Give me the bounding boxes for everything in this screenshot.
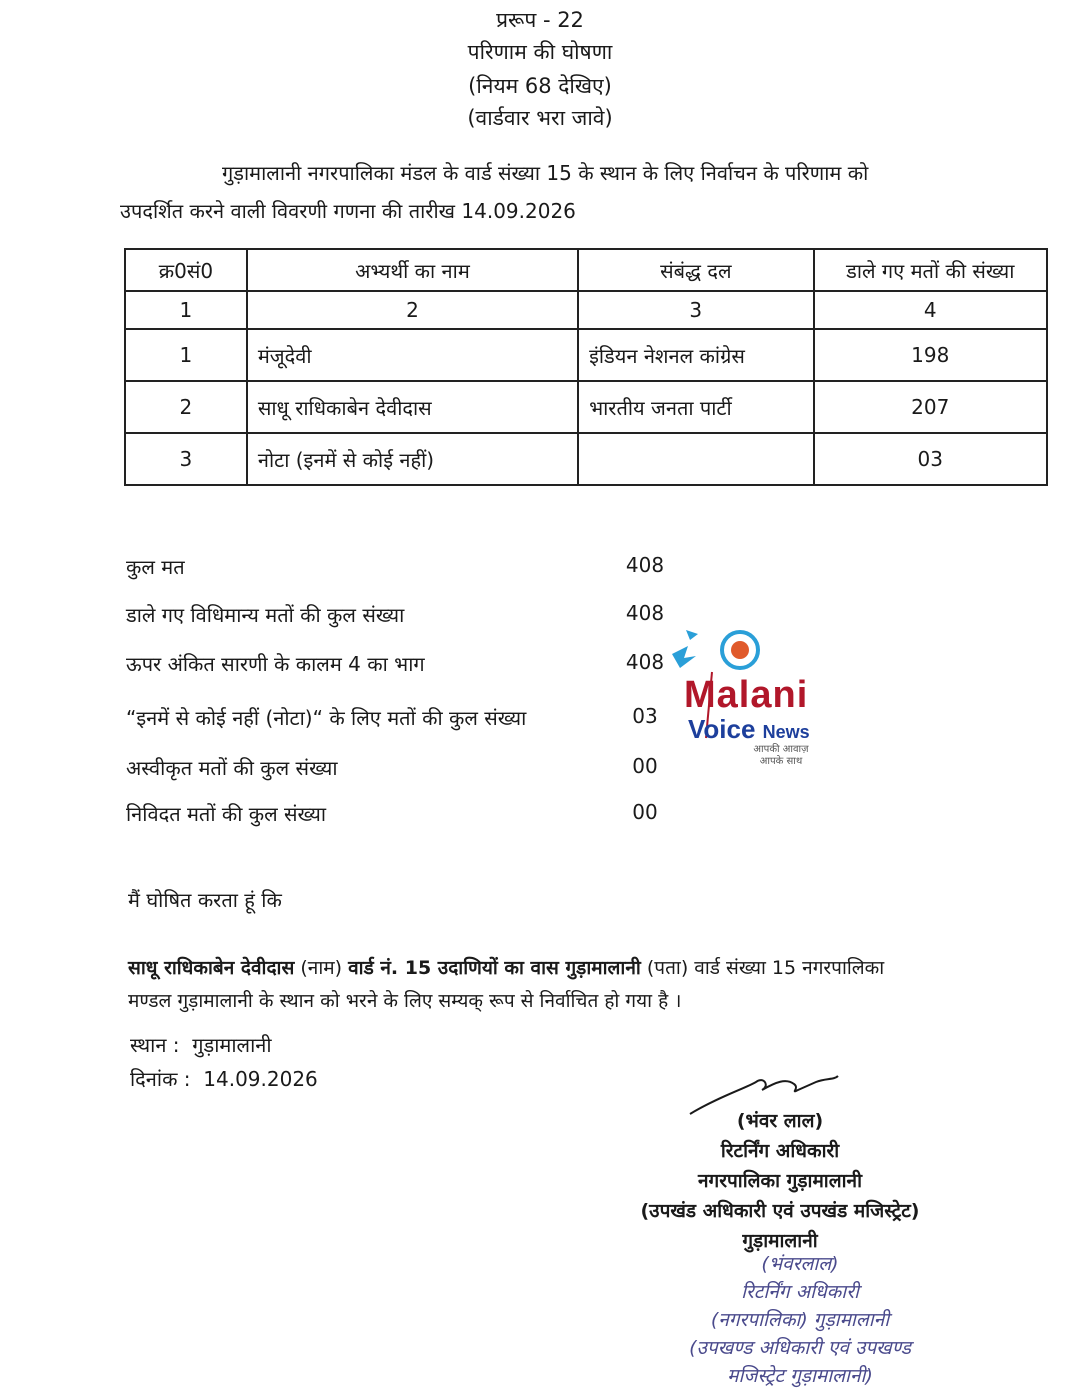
document-title: परिणाम की घोषणा xyxy=(467,40,613,64)
officer-designation: रिटर्निंग अधिकारी xyxy=(720,1140,840,1162)
table-cell-votes: 03 xyxy=(814,433,1047,485)
table-row xyxy=(125,329,1047,381)
table-cell-party: भारतीय जनता पार्टी xyxy=(578,381,813,433)
official-stamp xyxy=(590,1250,1010,1390)
declaration-statement xyxy=(128,952,1028,1018)
logo-tagline-2: आपके साथ xyxy=(759,756,803,767)
table-cell-party xyxy=(578,433,813,485)
logo-tagline-1: आपकी आवाज़ xyxy=(753,744,809,755)
logo-brand-malani: Malani xyxy=(684,674,809,716)
winner-address: वार्ड नं. 15 उदाणियों का वास गुड़ामालानी xyxy=(348,957,641,979)
summary-label: कुल मत xyxy=(126,555,185,579)
table-row xyxy=(125,381,1047,433)
declaration-line-2: मण्डल गुड़ामालानी के स्थान को भरने के लिए सम्यक् रूप से निर्वाचित हो गया है । xyxy=(128,990,682,1012)
table-cell-name: मंजूदेवी xyxy=(247,329,578,381)
summary-value: 408 xyxy=(625,601,665,625)
place-label: स्थान : xyxy=(130,1033,180,1057)
officer-office: नगरपालिका गुड़ामालानी xyxy=(698,1170,862,1192)
results-table xyxy=(124,248,1048,486)
date-label: दिनांक : xyxy=(130,1067,191,1091)
stamp-line: रिटर्निंग अधिकारी xyxy=(741,1281,859,1303)
declaration-line-1 xyxy=(128,952,1028,985)
table-header-row xyxy=(125,249,1047,291)
summary-label: डाले गए विधिमान्य मतों की कुल संख्या xyxy=(126,603,405,627)
officer-block xyxy=(560,1106,1000,1256)
intro-line-2: उपदर्शित करने वाली विवरणी गणना की तारीख 14.09.2026 xyxy=(120,199,576,223)
summary-value: 03 xyxy=(632,704,658,728)
stamp-line: (भंवरलाल) xyxy=(761,1253,839,1275)
logo-brand-voice xyxy=(688,714,810,745)
logo-news-text: News xyxy=(762,722,810,742)
table-cell-serial: 1 xyxy=(125,329,247,381)
logo-voice-text: Voice xyxy=(688,714,756,744)
form-number: प्ररूप - 22 xyxy=(496,8,584,32)
summary-label: निविदत मतों की कुल संख्या xyxy=(126,802,327,826)
summary-label: ऊपर अंकित सारणी के कालम 4 का भाग xyxy=(126,652,425,676)
summary-value: 00 xyxy=(632,754,658,778)
intro-paragraph xyxy=(120,154,1020,230)
stamp-line: (नगरपालिका) गुड़ामालानी xyxy=(710,1309,890,1331)
header-candidate-name: अभ्यर्थी का नाम xyxy=(247,249,578,291)
table-cell: 3 xyxy=(578,291,813,329)
header-votes: डाले गए मतों की संख्या xyxy=(814,249,1047,291)
stamp-line: (उपखण्ड अधिकारी एवं उपखण्ड xyxy=(689,1337,911,1359)
summary-value: 00 xyxy=(632,800,658,824)
rule-reference: (नियम 68 देखिए) xyxy=(468,74,612,98)
table-cell-party: इंडियन नेशनल कांग्रेस xyxy=(578,329,813,381)
header-serial: क्र0सं0 xyxy=(125,249,247,291)
name-tag: (नाम) xyxy=(300,957,343,979)
camera-lens-icon xyxy=(731,641,749,659)
table-index-row xyxy=(125,291,1047,329)
table-cell-votes: 207 xyxy=(814,381,1047,433)
table-cell-name: नोटा (इनमें से कोई नहीं) xyxy=(247,433,578,485)
bird-icon xyxy=(672,646,696,668)
place-value: गुड़ामालानी xyxy=(192,1033,272,1057)
table-cell-serial: 2 xyxy=(125,381,247,433)
table-cell-serial: 3 xyxy=(125,433,247,485)
declaration-intro: मैं घोषित करता हूं कि xyxy=(128,888,282,912)
date-value: 14.09.2026 xyxy=(203,1067,318,1091)
table-cell-votes: 198 xyxy=(814,329,1047,381)
date-row xyxy=(130,1062,318,1096)
fill-note: (वार्डवार भरा जावे) xyxy=(467,106,613,130)
address-tag: (पता) xyxy=(646,957,689,979)
officer-city: गुड़ामालानी xyxy=(742,1230,818,1252)
table-row xyxy=(125,433,1047,485)
stamp-line: मजिस्ट्रेट गुड़ामालानी) xyxy=(727,1365,873,1387)
place-row xyxy=(130,1028,272,1062)
winner-name: साधू राधिकाबेन देवीदास xyxy=(128,957,295,979)
summary-label: अस्वीकृत मतों की कुल संख्या xyxy=(126,756,338,780)
header-party: संबंद्ध दल xyxy=(578,249,813,291)
table-cell: 2 xyxy=(247,291,578,329)
logo-tagline xyxy=(726,744,836,768)
table-cell: 4 xyxy=(814,291,1047,329)
summary-label: “इनमें से कोई नहीं (नोटा)“ के लिए मतों की कुल संख्या xyxy=(126,706,527,730)
table-cell: 1 xyxy=(125,291,247,329)
officer-rank: (उपखंड अधिकारी एवं उपखंड मजिस्ट्रेट) xyxy=(640,1200,920,1222)
declaration-rest-1: वार्ड संख्या 15 नगरपालिका xyxy=(694,957,885,979)
officer-name: (भंवर लाल) xyxy=(736,1110,824,1132)
intro-line-1: गुड़ामालानी नगरपालिका मंडल के वार्ड संख्या 15 के स्थान के लिए निर्वाचन के परिणाम को xyxy=(222,161,869,185)
summary-value: 408 xyxy=(625,553,665,577)
summary-value: 408 xyxy=(625,650,665,674)
table-cell-name: साधू राधिकाबेन देवीदास xyxy=(247,381,578,433)
